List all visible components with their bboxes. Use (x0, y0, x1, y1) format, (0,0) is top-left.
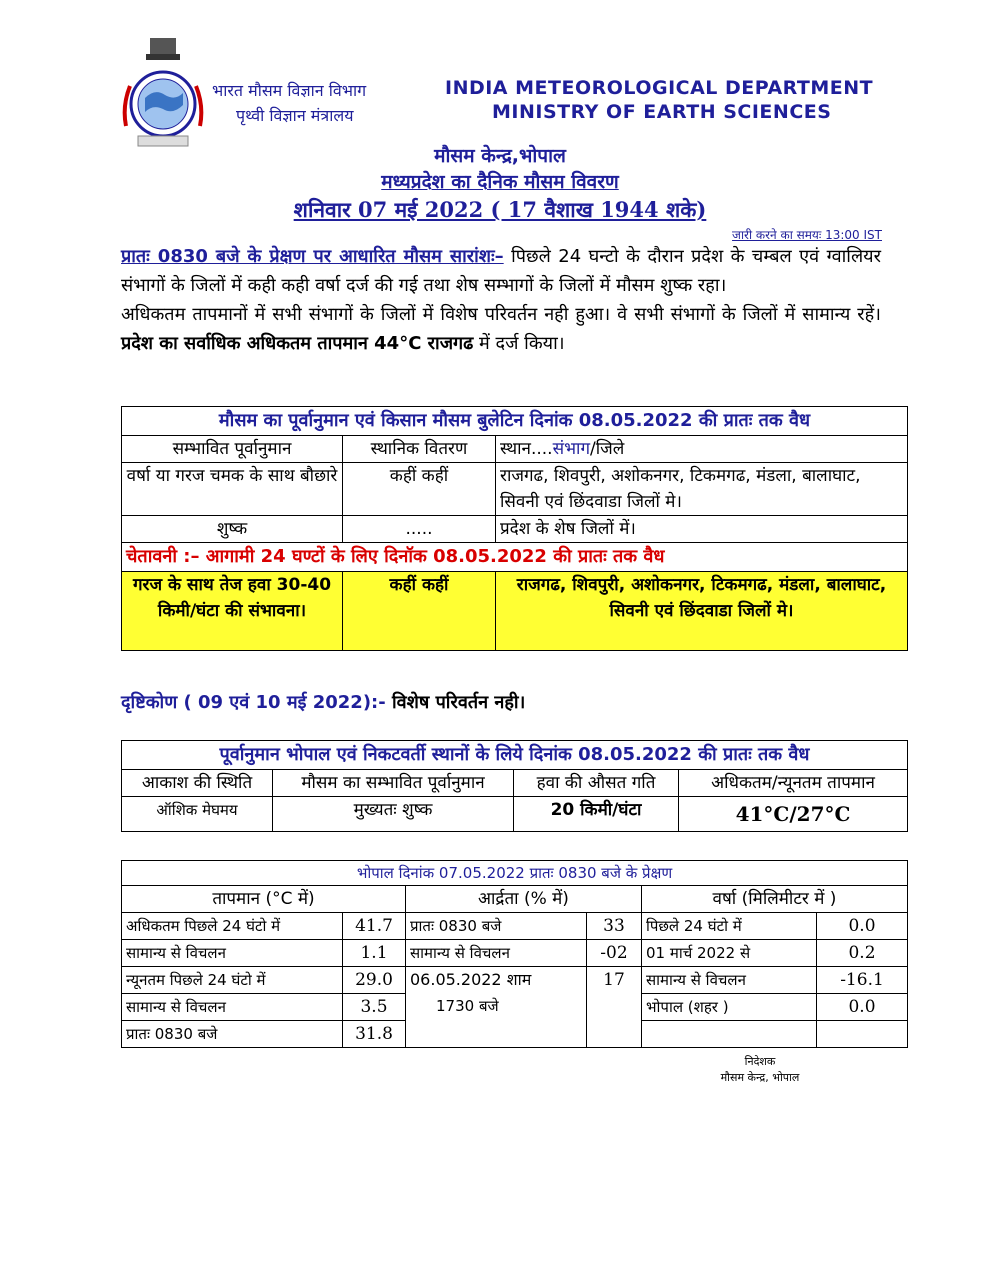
bhopal-forecast-title: पूर्वानुमान भोपाल एवं निकटवर्ती स्थानों के लिये दिनांक 08.05.2022 की प्रातः तक वैध (122, 741, 908, 770)
humidity-value-1: 33 (587, 913, 642, 940)
humidity-label-3: 06.05.2022 शाम (410, 970, 532, 989)
rain-value-2: 0.2 (817, 940, 908, 967)
imd-emblem (120, 36, 206, 152)
summary-heading: प्रातः 0830 बजे के प्रेक्षण पर आधारित मौसम सारांशः– (121, 246, 504, 267)
signature-office: मौसम केन्द्र, भोपाल (720, 1071, 800, 1084)
outlook-text: विशेष परिवर्तन नही। (385, 692, 526, 713)
humidity-label-1: प्रातः 0830 बजे (406, 913, 587, 940)
header-places (496, 436, 908, 463)
humidity-evening (406, 967, 587, 1048)
summary-text-3: में दर्ज किया। (473, 333, 565, 354)
temp-label-3: न्यूनतम पिछले 24 घंटो में (122, 967, 343, 994)
observations-title: भोपाल दिनांक 07.05.2022 प्रातः 0830 बजे के प्रेक्षण (122, 861, 908, 886)
warning-distribution: कहीं कहीं (343, 572, 496, 651)
warning-forecast: गरज के साथ तेज हवा 30-40 किमी/घंटा की संभावना। (122, 572, 343, 651)
humidity-header: आर्द्रता (% में) (406, 886, 642, 913)
humidity-value-2: -02 (587, 940, 642, 967)
rain-empty-value (817, 1021, 908, 1048)
rain-empty-label (642, 1021, 817, 1048)
dept-english: INDIA METEOROLOGICAL DEPARTMENT (445, 77, 874, 99)
report-date: शनिवार 07 मई 2022 ( 17 वैशाख 1944 शके) (293, 197, 707, 222)
summary-text-2: अधिकतम तापमानों में सभी संभागों के जिलों में विशेष परिवर्तन नही हुआ। वे सभी संभागों के जिलों में सामान्य रहें। (121, 304, 881, 325)
bhopal-header-wind: हवा की औसत गति (514, 770, 679, 797)
bhopal-sky: ऑशिक मेघमय (122, 797, 273, 832)
temp-value-1: 41.7 (343, 913, 406, 940)
forecast-table (121, 406, 908, 651)
bhopal-forecast-table (121, 740, 908, 832)
temp-value-2: 1.1 (343, 940, 406, 967)
header-division: संभाग (552, 439, 591, 459)
summary-text-1: पिछले 24 घन्टो के दौरान प्रदेश के चम्बल एवं ग्वालियर संभागों के जिलों में कही कही वर्षा दर्ज की गई तथा शेष सम्भागों के जिलों में मौसम शुष्क रहा। (121, 246, 881, 296)
signature-title: निदेशक (744, 1055, 776, 1068)
outlook-label: दृष्टिकोण ( 09 एवं 10 मई 2022):- (121, 692, 386, 713)
rain-label-1: पिछले 24 घंटो में (642, 913, 817, 940)
humidity-label-2: सामान्य से विचलन (406, 940, 587, 967)
bhopal-header-forecast: मौसम का सम्भावित पूर्वानुमान (273, 770, 514, 797)
humidity-value-3: 17 (587, 967, 642, 1048)
bhopal-header-temp: अधिकतम/न्यूनतम तापमान (679, 770, 908, 797)
ministry-english: MINISTRY OF EARTH SCIENCES (492, 101, 832, 123)
summary-highlight: प्रदेश का सर्वाधिक अधिकतम तापमान 44°C राजगढ (121, 333, 474, 354)
report-title: मध्यप्रदेश का दैनिक मौसम विवरण (381, 171, 619, 193)
rain-value-4: 0.0 (817, 994, 908, 1021)
bhopal-header-sky: आकाश की स्थिति (122, 770, 273, 797)
rain-label-2: 01 मार्च 2022 से (642, 940, 817, 967)
bhopal-wind: 20 किमी/घंटा (514, 797, 679, 832)
row1-distribution: कहीं कहीं (343, 463, 496, 516)
temp-label-4: सामान्य से विचलन (122, 994, 343, 1021)
header-places-label: स्थान.... (500, 439, 553, 459)
temp-value-4: 3.5 (343, 994, 406, 1021)
header-forecast: सम्भावित पूर्वानुमान (122, 436, 343, 463)
rain-label-4: भोपाल (शहर ) (642, 994, 817, 1021)
temp-label-1: अधिकतम पिछले 24 घंटो में (122, 913, 343, 940)
humidity-label-4: 1730 बजे (436, 997, 499, 1015)
rain-value-1: 0.0 (817, 913, 908, 940)
forecast-table-title: मौसम का पूर्वानुमान एवं किसान मौसम बुलेटिन दिनांक 08.05.2022 की प्रातः तक वैध (122, 407, 908, 436)
header-distribution: स्थानिक वितरण (343, 436, 496, 463)
centre-name: मौसम केन्द्र,भोपाल (434, 145, 566, 167)
bhopal-forecast: मुख्यतः शुष्क (273, 797, 514, 832)
ministry-hindi: पृथ्वी विज्ञान मंत्रालय (236, 106, 354, 125)
rain-value-3: -16.1 (817, 967, 908, 994)
warning-places: राजगढ, शिवपुरी, अशोकनगर, टिकमगढ, मंडला, बालाघाट, सिवनी एवं छिंदवाडा जिलों मे। (496, 572, 908, 651)
row2-forecast: शुष्क (122, 516, 343, 543)
temp-value-5: 31.8 (343, 1021, 406, 1048)
temp-label-5: प्रातः 0830 बजे (122, 1021, 343, 1048)
issue-time: जारी करने का समयः 13:00 IST (732, 228, 882, 242)
outlook (121, 690, 525, 714)
row2-distribution: ..... (343, 516, 496, 543)
rain-header: वर्षा (मिलिमीटर में ) (642, 886, 908, 913)
temp-value-3: 29.0 (343, 967, 406, 994)
header-district: /जिले (590, 439, 625, 459)
bhopal-temp: 41°C/27°C (679, 797, 908, 832)
observations-table (121, 860, 908, 1048)
row1-places: राजगढ, शिवपुरी, अशोकनगर, टिकमगढ, मंडला, बालाघाट, सिवनी एवं छिंदवाडा जिलों मे। (496, 463, 908, 516)
rain-label-3: सामान्य से विचलन (642, 967, 817, 994)
temp-header: तापमान (°C में) (122, 886, 406, 913)
temp-label-2: सामान्य से विचलन (122, 940, 343, 967)
signature (700, 1054, 820, 1086)
warning-title: चेतावनी :– आगामी 24 घण्टों के लिए दिनॉक 08.05.2022 की प्रातः तक वैध (122, 543, 908, 572)
weather-summary (121, 242, 881, 358)
row2-places: प्रदेश के शेष जिलों में। (496, 516, 908, 543)
dept-hindi: भारत मौसम विज्ञान विभाग (212, 81, 367, 100)
row1-forecast: वर्षा या गरज चमक के साथ बौछारे (122, 463, 343, 516)
